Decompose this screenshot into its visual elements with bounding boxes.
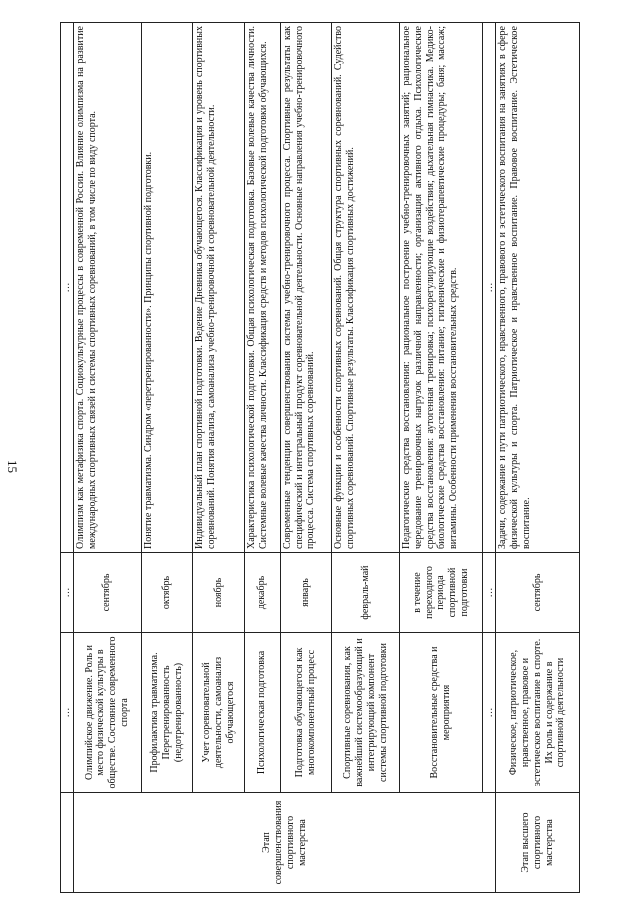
topic-cell: Учет соревновательной деятельности, самоанализ обучающегося [193, 633, 245, 793]
ellipsis-cell: … [483, 553, 496, 633]
table-row [74, 23, 142, 893]
ellipsis-cell: … [61, 23, 74, 553]
period-cell: сентябрь [496, 553, 580, 633]
theory-program-table [60, 22, 580, 893]
content-cell: Основные функции и особенности спортивных соревнований. Общая структура спортивных соревнований. Судейство спортивных соревнований. Спортивные результаты. Классификация спортивных достижений. [332, 23, 400, 553]
table-row [332, 23, 400, 893]
content-cell: Задачи, содержание и пути патриотического, нравственного, правового и эстетического воспитания на занятиях в сфере физической культуры и спорта. Патриотическое и нравственное воспитание. Правовое воспитание. Эстетическое воспитание. [496, 23, 580, 553]
table-row [141, 23, 193, 893]
ellipsis-cell: … [61, 553, 74, 633]
period-cell: декабрь [244, 553, 280, 633]
stage-name-cell: Этап высшего спортивного мастерства [496, 793, 580, 893]
table-row [400, 23, 483, 893]
period-cell: ноябрь [193, 553, 245, 633]
topic-cell: Спортивные соревнования, как важнейший системообразующий и интегрирующий компонент системы спортивной подготовки [332, 633, 400, 793]
period-cell: сентябрь [74, 553, 142, 633]
ellipsis-cell: … [483, 633, 496, 793]
topic-cell: Подготовка обучающегося как многокомпонентный процесс [280, 633, 332, 793]
period-cell: февраль-май [332, 553, 400, 633]
page-number: 15 [5, 460, 20, 473]
content-cell: Современные тенденции совершенствования системы учебно-тренировочного процесса. Спортивные результаты как специфический и интегральный продукт соревновательной деятельности. Основные направления учебно-тренировочного процесса. Система спортивных соревнований. [280, 23, 332, 553]
ellipsis-cell: … [483, 23, 496, 553]
topic-cell: Олимпийское движение. Роль и место физической культуры в обществе. Состояние современного спорта [74, 633, 142, 793]
table-row [193, 23, 245, 893]
table-row-ellipsis [483, 23, 496, 893]
content-cell: Характеристика психологической подготовки. Общая психологическая подготовка. Базовые волевые качества личности. Системные волевые качества личности. Классификация средств и методов психологической подготовки обучающихся. [244, 23, 280, 553]
content-cell: Индивидуальный план спортивной подготовки. Ведение Дневника обучающегося. Классификация и уровень спортивных соревнований. Понятия анализа, самоанализа учебно-тренировочной и соревновательной деятельности. [193, 23, 245, 553]
period-cell: январь [280, 553, 332, 633]
content-cell: Понятие травматизма. Синдром «перетренированности». Принципы спортивной подготовки. [141, 23, 193, 553]
ellipsis-cell: … [61, 633, 74, 793]
table-row [244, 23, 280, 893]
content-cell: Олимпизм как метафизика спорта. Социокультурные процессы в современной России. Влияние олимпизма на развитие международных спортивных связей и системы спортивных соревнований, в том числе по виду спорта. [74, 23, 142, 553]
topic-cell: Восстановительные средства и мероприятия [400, 633, 483, 793]
stage-name-cell: Этап совершенствования спортивного мастерства [74, 793, 496, 893]
content-cell: Педагогические средства восстановления: рациональное построение учебно-тренировочных занятий; рациональное чередование тренировочных нагрузок различной направленности; организация активного отдыха. Психологические средства восстановления: аутогенная тренировка; психорегулирующие воздействия; дыхательная гимнастика. Медико-биологические средства восстановления: питание; гигиенические и физиотерапевтические процедуры; баня; массаж; витамины. Особенности применения восстановительных средств. [400, 23, 483, 553]
rotated-page-content [60, 23, 580, 893]
topic-cell: Физическое, патриотическое, нравственное, правовое и эстетическое воспитание в спорте. Их роль и содержание в спортивной деятельности [496, 633, 580, 793]
topic-cell: Психологическая подготовка [244, 633, 280, 793]
table-row [496, 23, 580, 893]
period-cell: в течение переходного периода спортивной подготовки [400, 553, 483, 633]
topic-cell: Профилактика травматизма. Перетренированность (недотренированность) [141, 633, 193, 793]
period-cell: октябрь [141, 553, 193, 633]
table-row [280, 23, 332, 893]
empty-cell [61, 793, 74, 893]
table-row-ellipsis-top [61, 23, 74, 893]
